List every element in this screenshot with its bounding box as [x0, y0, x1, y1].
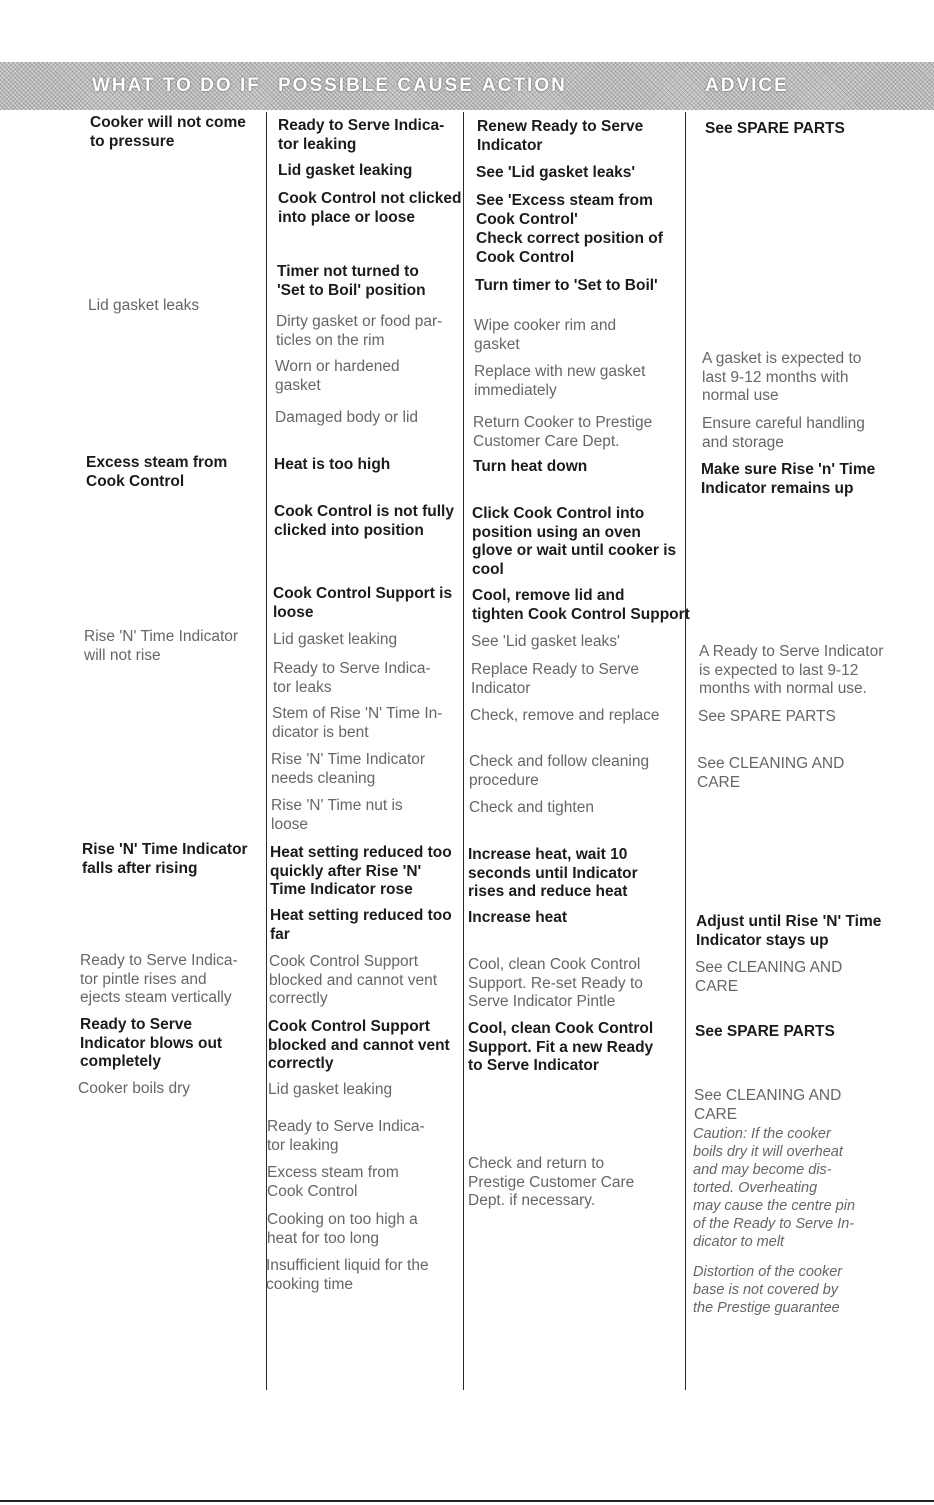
advice-cell: See SPARE PARTS	[698, 708, 836, 725]
cause-cell: Ready to Serve Indica- tor leaking	[267, 1118, 425, 1154]
action-cell: Increase heat	[468, 909, 568, 926]
cause-cell: Ready to Serve Indica- tor leaks	[273, 660, 431, 696]
cause-cell: Heat is too high	[274, 456, 391, 473]
action-cell: Check and tighten	[469, 799, 594, 816]
advice-cell: A gasket is expected to last 9-12 months with normal use	[702, 350, 862, 404]
cause-cell: Lid gasket leaking	[273, 631, 398, 648]
advice-caution-note: Caution: If the cooker boils dry it will overheat and may become dis- torted. Overheating may cause the centre pin of the Ready to Serve In- dicator to melt	[693, 1126, 856, 1250]
problem-cell: Ready to Serve Indica- tor pintle rises and ejects steam vertically	[80, 952, 238, 1006]
cause-cell: Lid gasket leaking	[278, 162, 413, 179]
problem-cell: Cooker boils dry	[78, 1080, 190, 1097]
action-cell: Click Cook Control into position using an oven glove or wait until cooker is cool	[472, 505, 677, 578]
cause-cell: Insufficient liquid for the cooking time	[266, 1257, 429, 1293]
action-cell: Check correct position of Cook Control	[476, 230, 663, 266]
action-cell: Replace Ready to Serve Indicator	[471, 661, 640, 697]
cause-cell: Timer not turned to 'Set to Boil' position	[277, 263, 426, 299]
header-advice: ADVICE	[705, 75, 789, 96]
cause-cell: Stem of Rise 'N' Time In- dicator is bent	[272, 705, 443, 741]
advice-cell: Ensure careful handling and storage	[702, 415, 865, 451]
problem-cell: Cooker will not come to pressure	[90, 114, 246, 150]
action-cell: Return Cooker to Prestige Customer Care Dept.	[473, 414, 653, 450]
action-cell: Turn timer to 'Set to Boil'	[475, 277, 658, 294]
cause-cell: Rise 'N' Time Indicator needs cleaning	[271, 751, 426, 787]
advice-cell: See SPARE PARTS	[695, 1023, 835, 1040]
problem-cell: Ready to Serve Indicator blows out completely	[80, 1016, 223, 1070]
cause-cell: Excess steam from Cook Control	[267, 1164, 399, 1200]
action-cell: See 'Lid gasket leaks'	[476, 164, 636, 181]
cause-cell: Cook Control is not fully clicked into position	[274, 503, 454, 539]
action-cell: Wipe cooker rim and gasket	[474, 317, 617, 353]
cause-cell: Cook Control Support is loose	[273, 585, 453, 621]
problem-cell: Lid gasket leaks	[88, 297, 200, 314]
action-cell: Check and follow cleaning procedure	[469, 753, 650, 789]
header-action: ACTION	[482, 75, 567, 96]
header-possible-cause: POSSIBLE CAUSE	[278, 75, 474, 96]
action-cell: Cool, remove lid and tighten Cook Control Support	[472, 587, 690, 623]
action-cell: Replace with new gasket immediately	[474, 363, 646, 399]
page-bottom-rule	[0, 1500, 934, 1502]
action-cell: Increase heat, wait 10 seconds until Indicator rises and reduce heat	[468, 846, 638, 900]
action-cell: See 'Excess steam from Cook Control'	[476, 192, 653, 228]
action-cell: Cool, clean Cook Control Support. Fit a new Ready to Serve Indicator	[468, 1020, 654, 1074]
action-cell: Check and return to Prestige Customer Care Dept. if necessary.	[468, 1155, 635, 1209]
cause-cell: Heat setting reduced too quickly after Rise 'N' Time Indicator rose	[270, 844, 452, 898]
cause-cell: Ready to Serve Indica- tor leaking	[278, 117, 445, 153]
advice-cell: See SPARE PARTS	[705, 120, 845, 137]
advice-cell: See CLEANING AND CARE	[694, 1087, 842, 1123]
problem-cell: Rise 'N' Time Indicator falls after rising	[82, 841, 248, 877]
cause-cell: Cook Control not clicked into place or loose	[278, 190, 462, 226]
cause-cell: Rise 'N' Time nut is loose	[271, 797, 403, 833]
column-divider-3	[685, 112, 686, 1390]
cause-cell: Cook Control Support blocked and cannot vent correctly	[268, 1018, 450, 1072]
cause-cell: Heat setting reduced too far	[270, 907, 452, 943]
advice-cell: Make sure Rise 'n' Time Indicator remains up	[701, 461, 876, 497]
cause-cell: Damaged body or lid	[275, 409, 419, 426]
header-what-to-do-if: WHAT TO DO IF	[92, 75, 261, 96]
cause-cell: Cook Control Support blocked and cannot vent correctly	[269, 953, 438, 1007]
column-divider-2	[463, 112, 464, 1390]
advice-cell: See CLEANING AND CARE	[697, 755, 845, 791]
cause-cell: Worn or hardened gasket	[275, 358, 400, 394]
action-cell: Turn heat down	[473, 458, 588, 475]
advice-cell: A Ready to Serve Indicator is expected to last 9-12 months with normal use.	[699, 643, 884, 697]
cause-cell: Cooking on too high a heat for too long	[267, 1211, 418, 1247]
advice-cell: Adjust until Rise 'N' Time Indicator stays up	[696, 913, 882, 949]
cause-cell: Dirty gasket or food par- ticles on the rim	[276, 313, 443, 349]
problem-cell: Rise 'N' Time Indicator will not rise	[84, 628, 239, 664]
advice-cell: See CLEANING AND CARE	[695, 959, 843, 995]
action-cell: Renew Ready to Serve Indicator	[477, 118, 644, 154]
cause-cell: Lid gasket leaking	[268, 1081, 393, 1098]
problem-cell: Excess steam from Cook Control	[86, 454, 228, 490]
action-cell: See 'Lid gasket leaks'	[471, 633, 620, 650]
action-cell: Check, remove and replace	[470, 707, 660, 724]
advice-guarantee-note: Distortion of the cooker base is not covered by the Prestige guarantee	[693, 1264, 843, 1316]
action-cell: Cool, clean Cook Control Support. Re-set Ready to Serve Indicator Pintle	[468, 956, 643, 1010]
